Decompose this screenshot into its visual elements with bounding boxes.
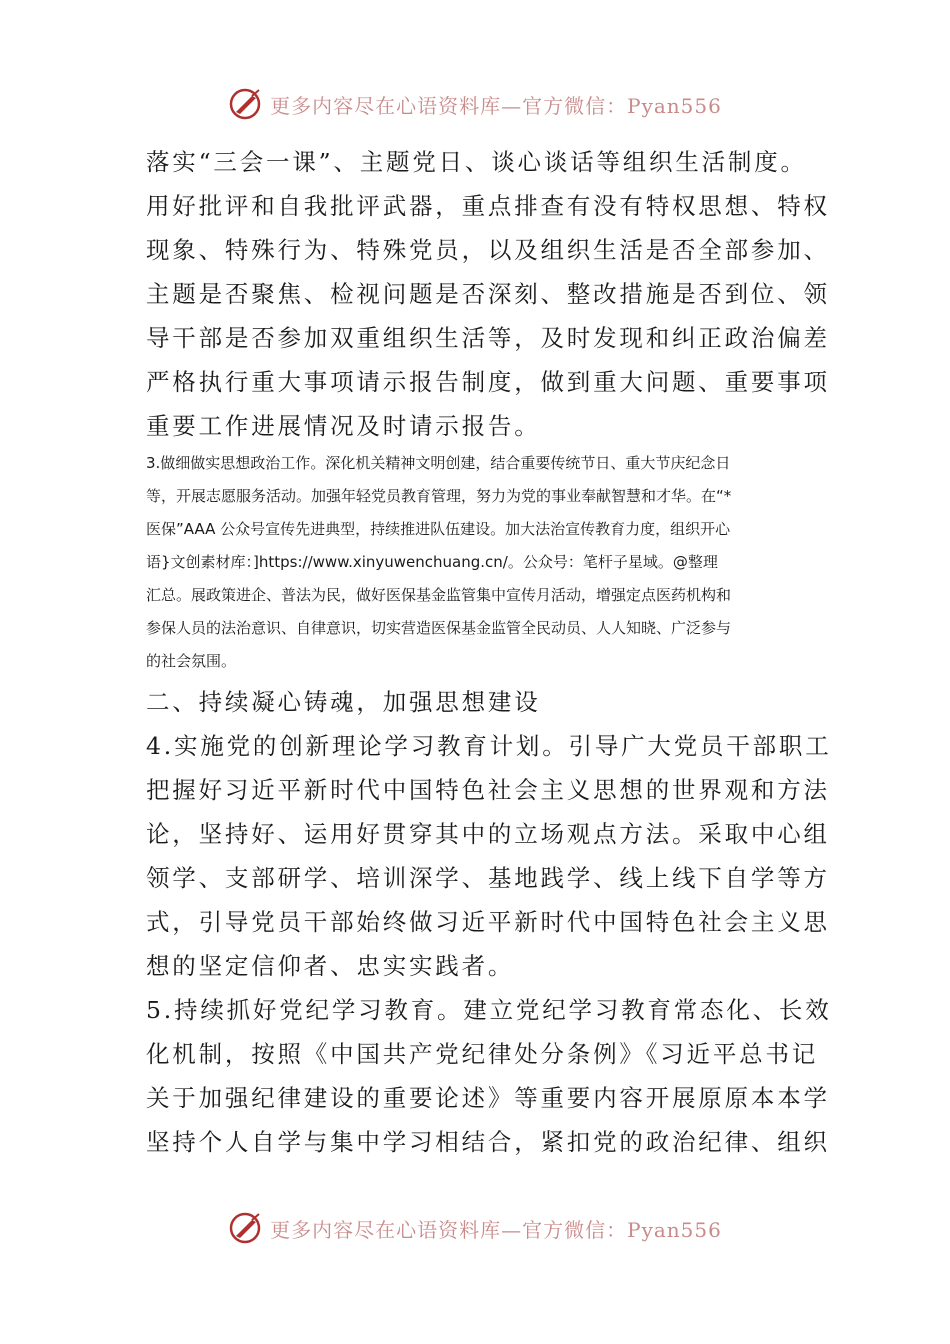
text-line: 坚持个人自学与集中学习相结合，紧扣党的政治纪律、组织 — [146, 1128, 830, 1156]
small-text-line: 3.做细做实思想政治工作。深化机关精神文明创建，结合重要传统节日、重大节庆纪念日 — [146, 454, 731, 472]
watermark-banner-bottom — [0, 1206, 950, 1250]
text-line: 化机制，按照《中国共产党纪律处分条例》《习近平总书记 — [146, 1040, 819, 1068]
watermark-banner-top — [0, 82, 950, 126]
text-line: 现象、特殊行为、特殊党员，以及组织生活是否全部参加、 — [146, 236, 830, 264]
small-text-line: 语}文创素材库：]https://www.xinyuwenchuang.cn/。公众号：笔杆子星域。@整理 — [146, 553, 718, 571]
small-text-line: 汇总。展政策进企、普法为民，做好医保基金监管集中宣传月活动，增强定点医药机构和 — [146, 586, 732, 604]
pen-logo-icon — [228, 86, 264, 122]
pen-logo-icon — [228, 1210, 264, 1246]
text-line: 5.持续抓好党纪学习教育。建立党纪学习教育常态化、长效 — [146, 996, 832, 1024]
small-text-line: 参保人员的法治意识、自律意识，切实营造医保基金监管全民动员、人人知晓、广泛参与 — [146, 619, 732, 637]
text-line: 把握好习近平新时代中国特色社会主义思想的世界观和方法 — [146, 776, 830, 804]
text-line: 关于加强纪律建设的重要论述》等重要内容开展原原本本学 — [146, 1084, 830, 1112]
section-heading: 二、持续凝心铸魂，加强思想建设 — [146, 688, 541, 716]
text-line: 落实“三会一课”、主题党日、谈心谈话等组织生活制度。 — [146, 148, 807, 176]
text-line: 4.实施党的创新理论学习教育计划。引导广大党员干部职工 — [146, 732, 832, 760]
text-line: 导干部是否参加双重组织生活等，及时发现和纠正政治偏差 — [146, 324, 830, 352]
text-line: 用好批评和自我批评武器，重点排查有没有特权思想、特权 — [146, 192, 830, 220]
text-line: 重要工作进展情况及时请示报告。 — [146, 412, 541, 440]
watermark-text: 更多内容尽在心语资料库—官方微信：Pyan556 — [270, 93, 722, 118]
small-text-line: 等，开展志愿服务活动。加强年轻党员教育管理，努力为党的事业奉献智慧和才华。在“* — [146, 487, 732, 505]
text-line: 严格执行重大事项请示报告制度，做到重大问题、重要事项 — [146, 368, 830, 396]
text-line: 式，引导党员干部始终做习近平新时代中国特色社会主义思 — [146, 908, 830, 936]
text-line: 领学、支部研学、培训深学、基地践学、线上线下自学等方 — [146, 864, 830, 892]
small-text-line: 的社会氛围。 — [146, 652, 237, 670]
text-line: 主题是否聚焦、检视问题是否深刻、整改措施是否到位、领 — [146, 280, 830, 308]
text-line: 论，坚持好、运用好贯穿其中的立场观点方法。采取中心组 — [146, 820, 830, 848]
text-line: 想的坚定信仰者、忠实实践者。 — [146, 952, 515, 980]
small-text-line: 医保”AAA 公众号宣传先进典型，持续推进队伍建设。加大法治宣传教育力度，组织开心 — [146, 520, 731, 538]
watermark-text: 更多内容尽在心语资料库—官方微信：Pyan556 — [270, 1217, 722, 1242]
